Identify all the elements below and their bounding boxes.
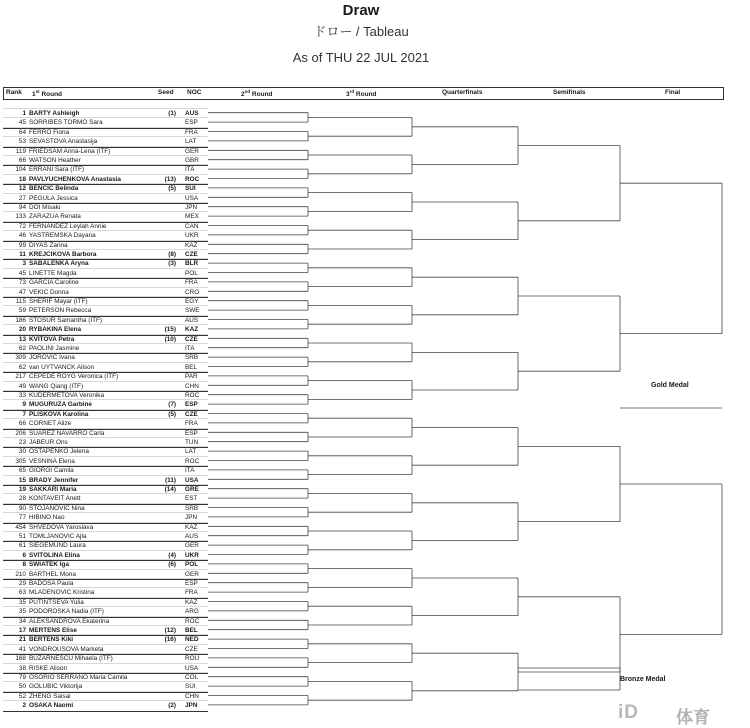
player-name: WANG Qiang (ITF) (29, 382, 84, 390)
player-rank: 168 (15, 655, 26, 663)
player-rank: 17 (18, 627, 26, 634)
player-noc: KAZ (185, 523, 198, 531)
player-name: RYBAKINA Elena (29, 326, 82, 334)
player-name: SHERIF Mayar (ITF) (29, 298, 88, 305)
player-rank: 119 (15, 147, 26, 155)
player-noc: JPN (185, 702, 198, 710)
player-name: KREJCIKOVA Barbora (29, 251, 97, 258)
watermark-logo: iD (618, 702, 639, 723)
player-name: PEGULA Jessica (29, 194, 78, 202)
player-rank: 15 (18, 476, 26, 484)
player-noc: CRO (185, 288, 200, 296)
player-noc: AUS (185, 533, 199, 540)
player-noc: MEX (185, 213, 199, 221)
header-semifinals: Semifinals (553, 89, 586, 96)
player-rank: 186 (15, 316, 26, 324)
player-noc: ROC (185, 392, 200, 399)
player-name: OSORIO SERRANO Maria Camila (29, 674, 128, 681)
player-name: RISKE Alison (29, 664, 68, 672)
player-noc: EST (185, 495, 198, 503)
player-name: CORNET Alize (29, 420, 72, 428)
player-rank: 62 (18, 345, 26, 352)
player-name: BRADY Jennifer (29, 476, 79, 484)
player-rank: 104 (15, 166, 26, 174)
player-noc: TUN (185, 439, 199, 446)
player-name: PAVLYUCHENKOVA Anastasia (29, 175, 121, 183)
player-rank: 19 (18, 486, 26, 493)
player-noc: ESP (185, 401, 198, 409)
player-rank: 206 (15, 429, 26, 437)
player-noc: FRA (185, 279, 198, 287)
player-name: FERRO Fiona (29, 128, 70, 136)
header-first-round: 1st Round (32, 89, 63, 99)
player-seed: (3) (168, 260, 176, 268)
player-rank: 454 (15, 523, 26, 531)
player-name: ZARAZUA Renata (29, 213, 81, 221)
player-rank: 66 (18, 420, 26, 428)
player-name: ERRANI Sara (ITF) (29, 166, 85, 174)
player-seed: (7) (168, 401, 176, 409)
player-noc: USA (185, 476, 199, 484)
player-noc: PAR (185, 373, 198, 381)
player-rank: 64 (18, 128, 26, 136)
player-name: OSTAPENKO Jelena (29, 448, 89, 456)
player-noc: USA (185, 194, 199, 202)
player-noc: CAN (185, 222, 199, 230)
player-rank: 72 (18, 222, 26, 230)
player-noc: UKR (185, 232, 199, 240)
player-name: MERTENS Elise (29, 627, 77, 634)
player-rank: 51 (18, 533, 26, 540)
player-name: GARCIA Caroline (29, 279, 79, 287)
player-seed: (13) (164, 175, 176, 183)
player-rank: 45 (18, 269, 26, 277)
player-rank: 38 (18, 664, 26, 672)
player-name: STOSUR Samantha (ITF) (29, 316, 103, 324)
player-name: VESNINA Elena (29, 457, 75, 465)
bronze-medal-label: Bronze Medal (620, 676, 666, 683)
player-name: SWIATEK Iga (29, 561, 70, 569)
player-name: SEVASTOVA Anastasija (29, 138, 98, 146)
player-name: KVITOVA Petra (29, 335, 75, 343)
player-name: SIEGEMUND Laura (29, 542, 86, 550)
player-rank: 77 (18, 514, 26, 522)
player-noc: SWE (185, 307, 200, 315)
player-name: JABEUR Ons (29, 439, 68, 446)
player-rank: 45 (18, 119, 26, 127)
player-noc: KAZ (185, 598, 198, 606)
player-noc: ITA (185, 345, 195, 352)
player-name: SABALENKA Aryna (29, 260, 89, 268)
player-rank: 79 (18, 674, 26, 681)
player-rank: 41 (18, 645, 26, 653)
player-noc: GBR (185, 157, 199, 164)
player-noc: ESP (185, 429, 198, 437)
player-name: BERTENS Kiki (29, 636, 74, 644)
player-noc: CZE (185, 335, 198, 343)
player-rank: 8 (22, 561, 26, 569)
player-name: PETERSON Rebecca (29, 307, 92, 315)
player-noc: KAZ (185, 241, 198, 249)
player-rank: 18 (18, 175, 26, 183)
player-rank: 65 (18, 467, 26, 475)
player-rank: 1 (22, 110, 26, 117)
player-noc: UKR (185, 551, 199, 559)
player-rank: 6 (22, 551, 26, 559)
gold-medal-label: Gold Medal (651, 382, 689, 389)
player-noc: NED (185, 636, 199, 644)
player-name: JOROVIC Ivana (29, 354, 75, 362)
player-noc: LAT (185, 448, 197, 456)
player-noc: SRB (185, 354, 199, 362)
player-noc: JPN (185, 514, 198, 522)
player-noc: ROC (185, 457, 200, 465)
player-name: DIYAS Zarina (29, 241, 68, 249)
player-rank: 63 (18, 589, 26, 597)
player-rank: 52 (18, 692, 26, 700)
player-name: BADOSA Paula (29, 580, 74, 587)
player-rank: 11 (19, 251, 26, 258)
player-noc: LAT (185, 138, 197, 146)
player-rank: 90 (18, 504, 26, 512)
player-rank: 2 (22, 702, 26, 710)
player-name: ALEKSANDROVA Ekaterina (29, 617, 110, 625)
header-second-round: 2nd Round (241, 89, 273, 99)
player-noc: FRA (185, 128, 198, 136)
player-name: OSAKA Naomi (29, 702, 74, 710)
player-noc: FRA (185, 589, 198, 597)
player-noc: JPN (185, 204, 198, 211)
player-name: PAOLINI Jasmine (29, 345, 80, 352)
player-name: VEKIC Donna (29, 288, 69, 296)
player-noc: COL (185, 674, 199, 681)
player-name: KONTAVEIT Anett (29, 495, 81, 503)
player-rank: 35 (18, 598, 26, 606)
player-noc: BEL (185, 627, 198, 634)
player-name: GOLUBIC Viktorija (29, 683, 83, 691)
player-rank: 13 (18, 335, 26, 343)
player-rank: 29 (18, 580, 26, 587)
player-noc: CZE (185, 251, 198, 258)
player-seed: (1) (168, 110, 176, 117)
player-name: MUGURUZA Garbine (29, 401, 92, 409)
page-subtitle: ドロー / Tableau (313, 24, 409, 39)
header-noc: NOC (187, 89, 202, 96)
player-noc: GRE (185, 486, 199, 493)
player-noc: BEL (185, 363, 198, 371)
header-rank: Rank (6, 89, 22, 96)
player-rank: 62 (18, 363, 26, 371)
player-name: BARTHEL Mona (29, 570, 76, 578)
player-noc: ITA (185, 166, 195, 174)
player-name: TOMLJANOVIC Ajla (29, 533, 87, 540)
player-noc: AUS (185, 110, 199, 117)
player-name: HIBINO Nao (29, 514, 65, 522)
player-name: van UYTVANCK Alison (29, 363, 95, 371)
player-noc: AUS (185, 316, 199, 324)
player-seed: (11) (164, 476, 176, 484)
player-rank: 21 (18, 636, 26, 644)
player-seed: (2) (168, 702, 176, 710)
player-rank: 309 (15, 354, 26, 362)
player-name: DOI Misaki (29, 204, 61, 211)
player-name: WATSON Heather (29, 157, 81, 164)
player-rank: 3 (22, 260, 26, 268)
player-noc: ARG (185, 608, 199, 616)
player-seed: (6) (168, 561, 176, 569)
player-noc: BLR (185, 260, 199, 268)
player-noc: ESP (185, 580, 198, 587)
player-noc: POL (185, 269, 198, 277)
player-rank: 28 (18, 495, 26, 503)
player-rank: 47 (18, 288, 26, 296)
player-noc: POL (185, 561, 199, 569)
player-rank: 94 (18, 204, 26, 211)
player-name: FRIEDSAM Anna-Lena (ITF) (29, 147, 111, 155)
player-noc: CHN (185, 382, 199, 390)
player-name: SHVEDOVA Yaroslava (29, 523, 94, 531)
player-noc: ROC (185, 175, 200, 183)
player-name: FERNANDEZ Leylah Annie (29, 222, 107, 230)
header-seed: Seed (158, 89, 174, 96)
player-noc: ITA (185, 467, 195, 475)
player-seed: (5) (168, 410, 176, 418)
player-name: PUTINTSEVA Yulia (29, 598, 84, 606)
player-name: GIORGI Camila (29, 467, 74, 475)
player-name: MLADENOVIC Kristina (29, 589, 95, 597)
player-noc: SUI (185, 683, 196, 691)
player-rank: 99 (18, 241, 26, 249)
player-name: YASTREMSKA Dayana (29, 232, 96, 240)
player-name: ZHENG Saisai (29, 692, 71, 700)
player-rank: 59 (18, 307, 26, 315)
page-title: Draw (342, 2, 380, 19)
player-seed: (8) (168, 251, 176, 258)
player-seed: (16) (164, 636, 176, 644)
player-noc: ROC (185, 617, 200, 625)
player-seed: (12) (164, 627, 176, 634)
player-seed: (10) (164, 335, 176, 343)
player-seed: (14) (164, 486, 176, 493)
player-rank: 27 (18, 194, 26, 202)
player-rank: 133 (15, 213, 26, 221)
player-rank: 66 (18, 157, 26, 164)
player-noc: FRA (185, 420, 198, 428)
player-name: PLISKOVA Karolina (29, 410, 89, 418)
player-noc: CHN (185, 692, 199, 700)
player-name: BUZARNESCU Mihaela (ITF) (29, 655, 113, 663)
player-noc: GER (185, 147, 199, 155)
player-noc: SUI (185, 185, 196, 193)
player-name: LINETTE Magda (29, 269, 77, 277)
player-name: BENCIC Belinda (29, 185, 79, 193)
player-rank: 46 (18, 232, 26, 240)
player-name: SUAREZ NAVARRO Carla (29, 429, 105, 437)
player-rank: 50 (18, 683, 26, 691)
player-noc: ROU (185, 655, 200, 663)
player-noc: SRB (185, 504, 199, 512)
header-quarterfinals: Quarterfinals (442, 89, 483, 96)
player-rank: 20 (18, 326, 26, 334)
player-rank: 73 (18, 279, 26, 287)
player-rank: 7 (22, 410, 26, 418)
player-noc: EGY (185, 298, 199, 305)
player-rank: 49 (18, 382, 26, 390)
as-of-date: As of THU 22 JUL 2021 (292, 50, 430, 65)
player-name: KUDERMETOVA Veronika (29, 392, 105, 399)
player-rank: 53 (18, 138, 26, 146)
player-noc: CZE (185, 645, 198, 653)
player-rank: 115 (15, 298, 26, 305)
player-noc: USA (185, 664, 199, 672)
player-noc: GER (185, 570, 199, 578)
player-rank: 35 (18, 608, 26, 616)
header-third-round: 3rd Round (346, 89, 377, 99)
player-name: PODOROSKA Nadia (ITF) (29, 608, 104, 616)
player-name: VONDROUSOVA Marketa (29, 645, 104, 653)
player-noc: GER (185, 542, 199, 550)
player-rank: 30 (18, 448, 26, 456)
player-rank: 9 (22, 401, 26, 409)
player-noc: CZE (185, 410, 198, 418)
player-noc: ESP (185, 119, 198, 127)
player-rank: 23 (18, 439, 26, 446)
player-name: SVITOLINA Elina (29, 551, 80, 559)
header-final: Final (665, 89, 681, 96)
player-rank: 61 (18, 542, 26, 550)
watermark-text: 体育 (676, 708, 710, 727)
player-name: SORRIBES TORMO Sara (29, 119, 103, 127)
player-rank: 210 (15, 570, 26, 578)
player-name: BARTY Ashleigh (29, 110, 80, 117)
player-seed: (5) (168, 185, 176, 193)
player-seed: (4) (168, 551, 176, 559)
player-name: STOJANOVIC Nina (29, 504, 85, 512)
player-name: CEPEDE ROYG Veronica (ITF) (29, 373, 119, 381)
player-rank: 12 (18, 185, 26, 193)
player-rank: 305 (15, 457, 26, 465)
player-rank: 34 (18, 617, 26, 625)
player-seed: (15) (164, 326, 176, 334)
player-noc: KAZ (185, 326, 199, 334)
player-name: SAKKARI Maria (29, 486, 77, 493)
player-rank: 217 (15, 373, 26, 381)
player-rank: 33 (18, 392, 26, 399)
